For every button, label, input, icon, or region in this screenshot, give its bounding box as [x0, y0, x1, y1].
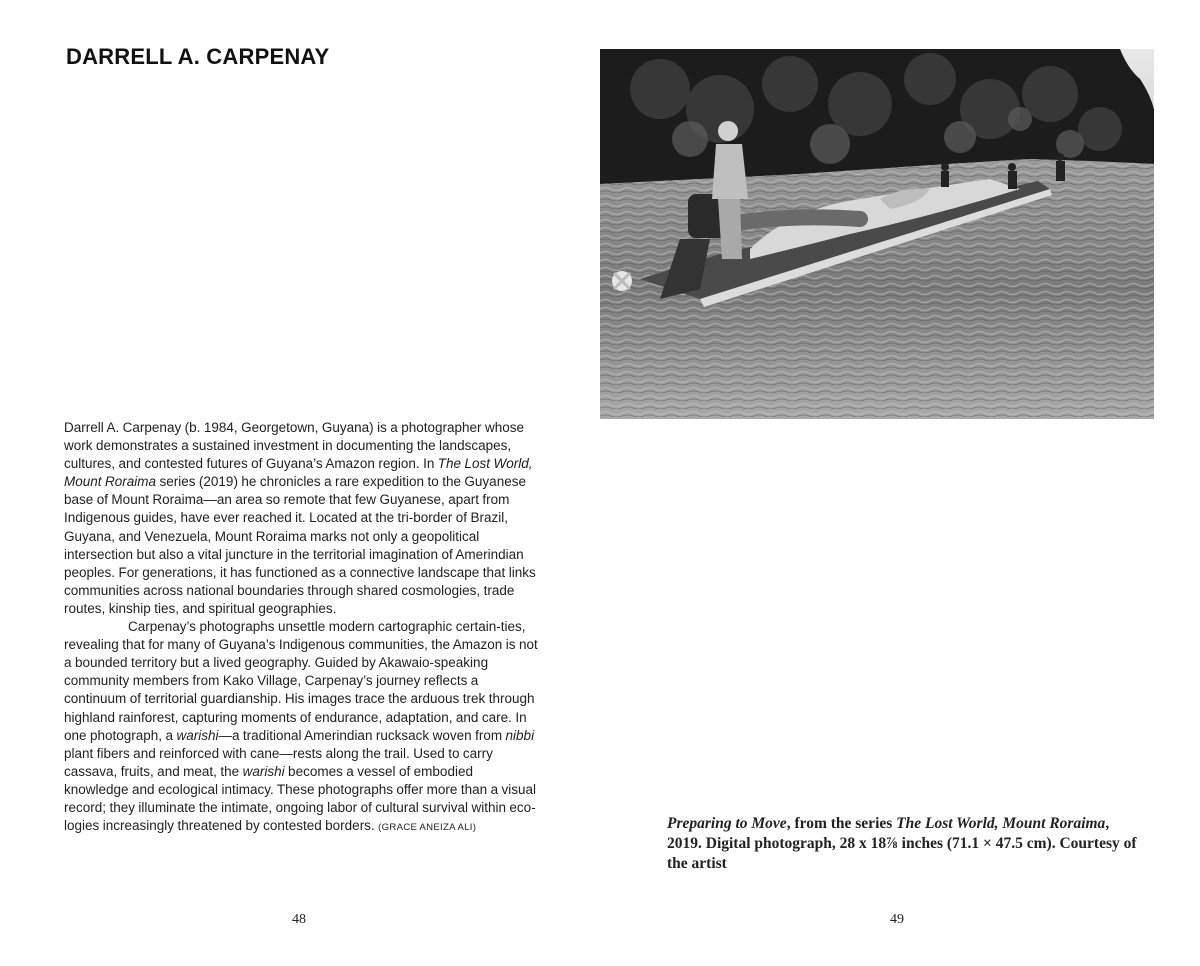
artist-name: DARRELL A. CARPENAY [66, 44, 330, 69]
series-title: The Lost World, Mount Roraima [896, 815, 1106, 832]
term-warishi: warishi [242, 763, 285, 779]
photo-illustration [600, 49, 1154, 419]
river-boat-photo [600, 49, 1154, 419]
right-page [600, 0, 1200, 966]
term-nibbi: nibbi [505, 727, 535, 743]
essay-text [64, 419, 538, 837]
essay-paragraph-2: Carpenay’s photographs unsettle modern cartographic certain-ties, revealing that for many of Guyana’s Indigenous communities, the Amazon is not a bounded territory but a lived geography. Guided by Akawaio-speaking community members from Kako Village, Carpenay’s journey reflects a continuum of territorial guardianship. His images trace the arduous trek through highland rainforest, capturing moments of endurance, adaptation, and care. In one photograph, a warishi—a traditional Amerindian rucksack woven from nibbi plant fibers and reinforced with cane—rests along the trail. Used to carry cassava, fruits, and meat, the warishi becomes a vessel of embodied knowledge and ecological intimacy. These photographs offer more than a visual record; they illuminate the intimate, ongoing labor of cultural survival within eco-logies increasingly threatened by contested borders. (GRACE ANEIZA ALI) [64, 619, 538, 834]
page-number: 49 [890, 912, 904, 927]
essay-paragraph-1: Darrell A. Carpenay (b. 1984, Georgetown, Guyana) is a photographer whose work demonstrates a sustained investment in documenting the landscapes, cultures, and contested futures of Guyana’s Amazon region. In The Lost World, Mount Roraima series (2019) he chronicles a rare expedition to the Guyanese base of Mount Roraima—an area so remote that few Guyanese, apart from Indigenous guides, have ever reached it. Located at the tri-border of Brazil, Guyana, and Venezuela, Mount Roraima marks not only a geopolitical intersection but also a vital juncture in the territorial imagination of Amerindian peoples. For generations, it has functioned as a connective landscape that links communities across national boundaries through shared cosmologies, trade routes, kinship ties, and spiritual geographies. [64, 420, 536, 616]
author-credit: (GRACE ANEIZA ALI) [378, 822, 477, 834]
work-title: Preparing to Move [667, 815, 787, 832]
photo-caption: Preparing to Move, from the series The Lost World, Mount Roraima, 2019. Digital photograph, 28 x 18⅞ inches (71.1 × 47.5 cm). Courtesy of the artist [667, 815, 1137, 872]
page-number: 48 [292, 912, 306, 927]
series-title: The Lost World, Mount Roraima [64, 456, 533, 490]
term-warishi: warishi [176, 727, 219, 743]
